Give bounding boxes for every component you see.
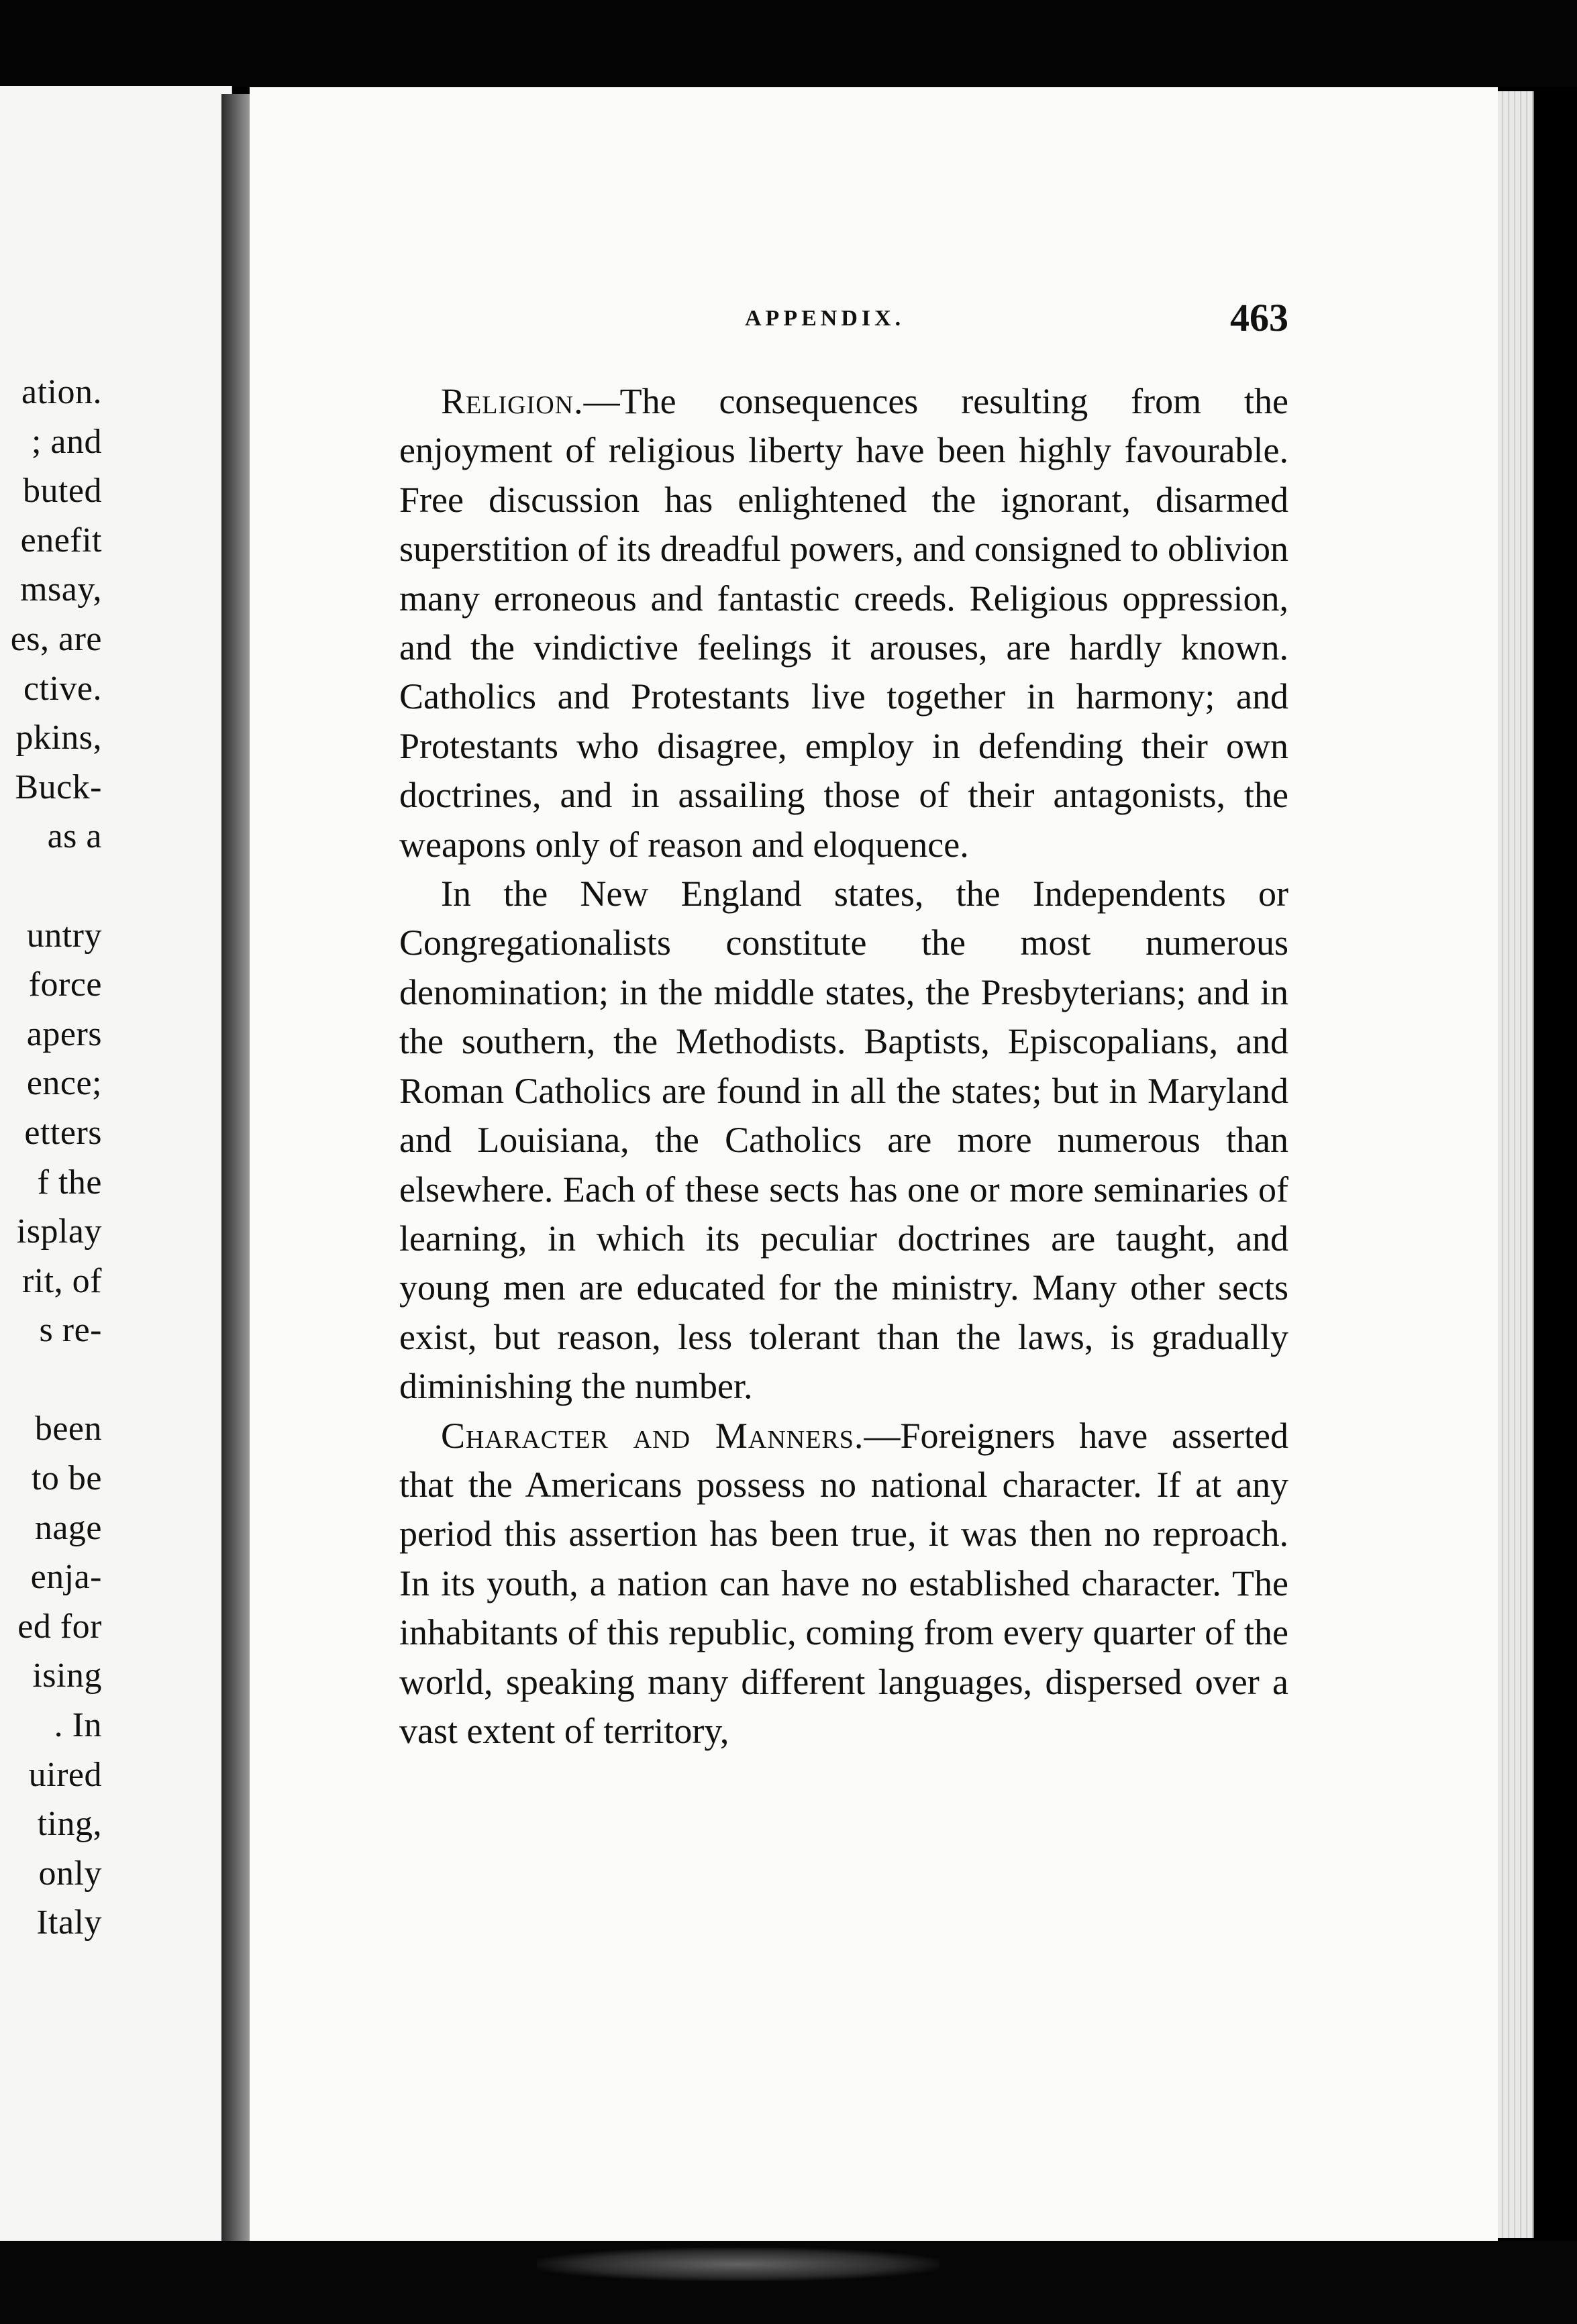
left-line-fragment: es, are [10, 619, 102, 658]
paragraph-text: In the New England states, the Independents or Congregationalists constitute the most numerous denomination; in the middle states, the Presbyterians; and in the southern, the Methodists. Baptists, Episcopalians, and Roman Catholics are found in all the states; but in Maryland and Louisiana, the Catholics are more numerous than elsewhere. Each of these sects has one or more seminaries of learning, in which its peculiar doctrines are taught, and young men are educated for the ministry. Many other sects exist, but reason, less tolerant than the laws, is gradually diminishing the number. [399, 874, 1288, 1407]
left-line-fragment: uired [28, 1755, 102, 1794]
left-line-fragment: untry [26, 916, 102, 955]
left-line-fragment: ed for [17, 1607, 102, 1646]
heading-separator: — [864, 1415, 901, 1456]
left-line-fragment: enja- [30, 1558, 102, 1597]
left-line-fragment: Buck- [15, 768, 102, 806]
left-line-fragment: ; and [31, 422, 102, 461]
scan-top-border [0, 0, 1577, 87]
left-line-fragment: force [28, 965, 102, 1004]
paragraph-text: Foreigners have asserted that the Americans possess no national character. If at any period this assertion has been true, it was then no reproach. In its youth, a nation can have no established character. The inhabitants of this republic, coming from every quarter of the world, speaking many different languages, dispersed over a vast extent of territory, [399, 1415, 1288, 1751]
left-line-fragment: ting, [37, 1805, 102, 1844]
left-line-fragment: enefit [20, 521, 102, 560]
left-line-fragment: as a [47, 817, 102, 856]
left-line-fragment: isplay [16, 1212, 102, 1251]
left-line-fragment: s re- [39, 1311, 102, 1350]
paragraph-text: The consequences resulting from the enjoyment of religious liberty have been highly favourable. Free discussion has enlightened the ignorant, disarmed superstition of its dreadful powers, and consigned to oblivion many erroneous and fantastic creeds. Religious oppression, and the vindictive feelings it arouses, are hardly known. Catholics and Protestants live together in harmony; and Protestants who disagree, employ in defending their own doctrines, and in assailing those of their antagonists, the weapons only of reason and eloquence. [399, 381, 1288, 865]
body-text [399, 377, 1288, 1756]
left-line-fragment: ising [32, 1656, 102, 1695]
left-line-fragment: ence; [26, 1064, 102, 1103]
paragraph-religion [399, 377, 1288, 869]
left-line-fragment: ation. [21, 373, 102, 411]
heading-separator: — [583, 381, 620, 421]
left-page-text [0, 368, 102, 1948]
left-line-fragment: rit, of [21, 1261, 102, 1300]
scan-smudge [537, 2248, 939, 2281]
running-head [403, 295, 1288, 342]
section-heading-religion: Religion. [441, 381, 584, 421]
left-line-fragment: been [34, 1410, 102, 1448]
paragraph-denominations [399, 869, 1288, 1411]
left-line-fragment: etters [24, 1113, 102, 1152]
paragraph-character-manners [399, 1412, 1288, 1756]
left-line-fragment: buted [22, 472, 102, 511]
left-line-fragment: pkins, [15, 719, 102, 757]
left-line-fragment: Italy [36, 1903, 102, 1942]
left-line-fragment: nage [34, 1508, 102, 1547]
left-line-fragment: ctive. [23, 669, 102, 708]
page-number: 463 [1230, 296, 1288, 339]
left-line-fragment: msay, [20, 570, 102, 609]
left-line-fragment: . In [54, 1706, 102, 1745]
left-line-fragment: only [38, 1854, 102, 1893]
left-line-fragment [0, 861, 102, 911]
left-line-fragment: to be [31, 1459, 102, 1498]
running-title: APPENDIX. [745, 306, 905, 331]
left-line-fragment: apers [26, 1014, 102, 1053]
page-edges [1498, 91, 1534, 2238]
left-line-fragment: f the [37, 1163, 102, 1202]
section-heading-character-manners: Character and Manners. [441, 1415, 864, 1456]
left-line-fragment [0, 1355, 102, 1405]
